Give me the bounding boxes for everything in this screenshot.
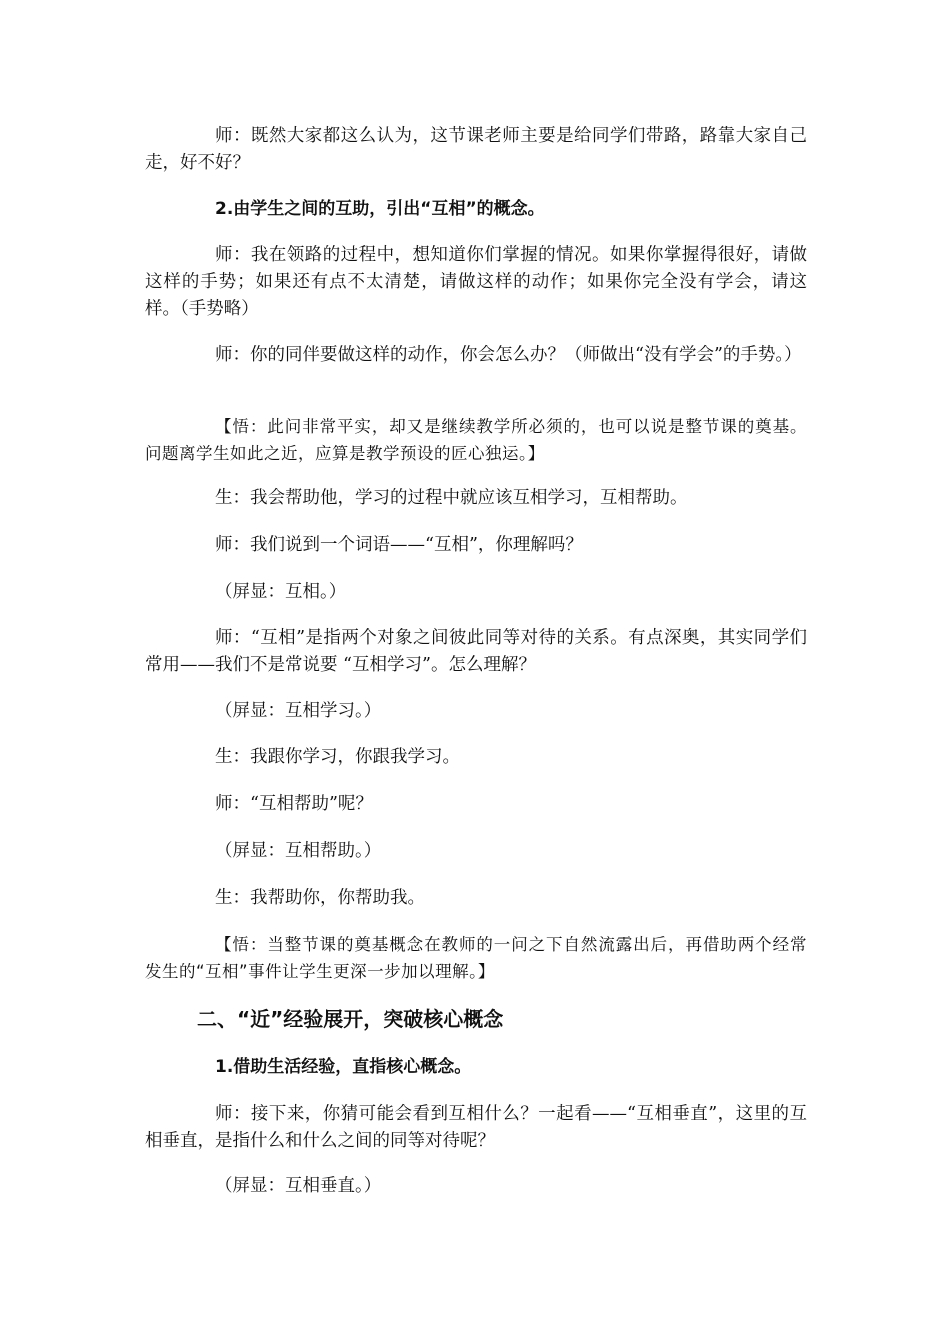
paragraph-screen-huxiang: （屏显：互相。） xyxy=(215,582,347,602)
paragraph-student-answer-3: 生：我帮助你，你帮助我。 xyxy=(215,888,425,908)
note-reflection-2: 【悟：当整节课的奠基概念在教师的一问之下自然流露出后，再借助两个经常发生的“互相”事件让学生更深一步加以理解。】 xyxy=(145,935,807,981)
paragraph-screen-study: （屏显：互相学习。） xyxy=(215,701,382,721)
paragraph-teacher-question: 师：你的同伴要做这样的动作，你会怎么办？（师做出“没有学会”的手势。） xyxy=(215,345,802,365)
section-heading-2: 二、“近”经验展开，突破核心概念 xyxy=(197,1007,504,1031)
paragraph-screen-help: （屏显：互相帮助。） xyxy=(215,841,382,861)
paragraph-teacher-huxiang: 师：我们说到一个词语——“互相”，你理解吗？ xyxy=(215,535,583,555)
paragraph-teacher-explain: 师：“互相”是指两个对象之间彼此同等对待的关系。有点深奥，其实同学们常用——我们不是常说要 “互相学习”。怎么理解？ xyxy=(145,628,807,675)
paragraph-student-answer-2: 生：我跟你学习，你跟我学习。 xyxy=(215,747,460,767)
subheading-mutual-help: 2.由学生之间的互助，引出“互相”的概念。 xyxy=(215,199,545,219)
paragraph-teacher-help: 师：“互相帮助”呢？ xyxy=(215,794,373,814)
paragraph-teacher-perpendicular: 师：接下来，你猜可能会看到互相什么？一起看——“互相垂直”，这里的互相垂直，是指什么和什么之间的同等对待呢？ xyxy=(145,1104,807,1151)
paragraph-student-answer-1: 生：我会帮助他，学习的过程中就应该互相学习，互相帮助。 xyxy=(215,488,688,508)
paragraph-teacher-gestures: 师：我在领路的过程中，想知道你们掌握的情况。如果你掌握得很好，请做这样的手势；如果还有点不太清楚，请做这样的动作；如果你完全没有学会，请这样。（手势略） xyxy=(145,245,807,319)
paragraph-screen-perpendicular: （屏显：互相垂直。） xyxy=(215,1176,382,1196)
paragraph-teacher-lead: 师：既然大家都这么认为，这节课老师主要是给同学们带路，路靠大家自己走，好不好？ xyxy=(145,126,807,173)
subheading-core-concept: 1.借助生活经验，直指核心概念。 xyxy=(215,1057,472,1077)
note-reflection-1: 【悟：此问非常平实，却又是继续教学所必须的，也可以说是整节课的奠基。问题离学生如此之近，应算是教学预设的匠心独运。】 xyxy=(145,417,807,463)
